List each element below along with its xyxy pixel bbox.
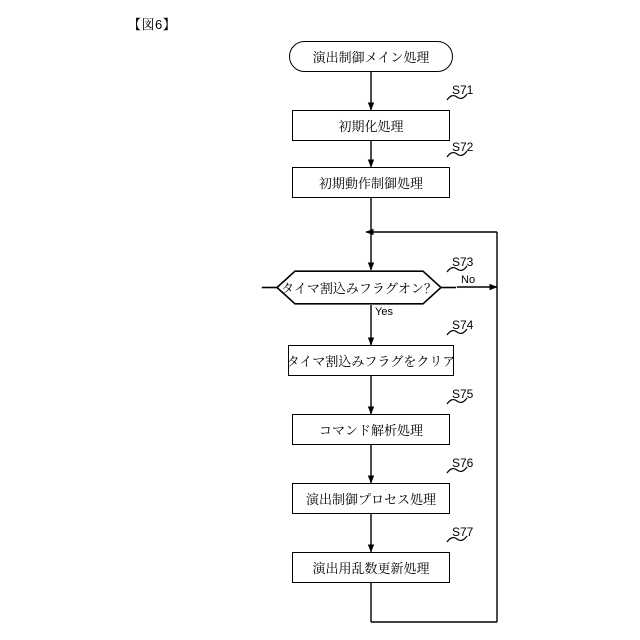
node-s76 [292, 483, 450, 514]
node-start-label: 演出制御メイン処理 [312, 50, 430, 65]
node-s72 [292, 167, 450, 198]
edge-label-yes: Yes [375, 306, 393, 318]
step-label-s75: S75 [452, 387, 474, 401]
edge-label-no: No [461, 274, 476, 286]
step-label-s74: S74 [452, 318, 474, 332]
node-s74 [288, 345, 454, 376]
node-s72-label: 初期動作制御処理 [318, 176, 423, 191]
node-s71 [292, 110, 450, 141]
node-s74-label: タイマ割込みフラグをクリア [286, 354, 456, 369]
node-s76-label: 演出制御プロセス処理 [305, 492, 436, 507]
node-s77 [292, 552, 450, 583]
step-label-s72: S72 [452, 140, 474, 154]
node-s73-label: タイマ割込みフラグオン？ [281, 281, 437, 296]
step-label-s73: S73 [452, 255, 474, 269]
node-s73 [261, 270, 457, 305]
node-s77-label: 演出用乱数更新処理 [312, 561, 430, 576]
node-start [289, 41, 453, 72]
step-label-s76: S76 [452, 456, 474, 470]
step-label-s71: S71 [452, 83, 474, 97]
figure-label: 【図6】 [128, 17, 177, 32]
node-s75 [292, 414, 450, 445]
node-s75-label: コマンド解析処理 [318, 423, 423, 438]
node-s71-label: 初期化処理 [338, 119, 404, 134]
step-label-s77: S77 [452, 525, 474, 539]
